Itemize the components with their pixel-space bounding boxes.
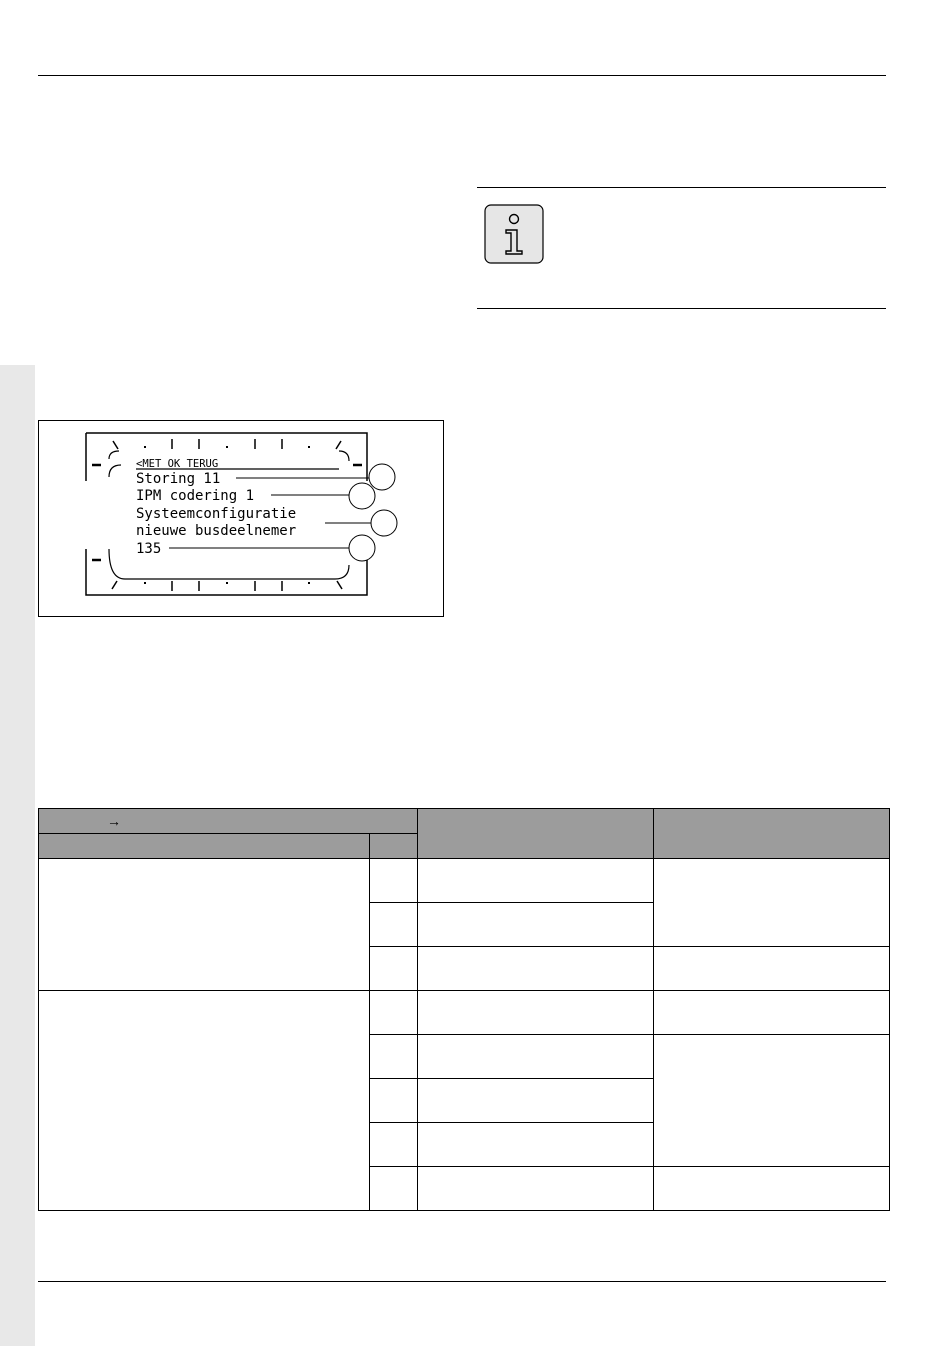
display-line-ipm: IPM codering 1 (136, 488, 255, 504)
table-cell (370, 1079, 418, 1123)
display-line-fault: Storing 11 (136, 471, 221, 487)
table-cell (418, 1167, 654, 1211)
table-subheader-cell-1 (39, 834, 370, 859)
table-cell (370, 991, 418, 1035)
table-subheader-cell-2 (370, 834, 418, 859)
table-cell (370, 859, 418, 903)
table-cell (654, 1167, 890, 1211)
table-header-cell-2 (418, 809, 654, 859)
display-header: <MET OK TERUG (136, 458, 219, 470)
display-line-code: 135 (136, 541, 162, 557)
table-cell (418, 947, 654, 991)
header-rule (38, 75, 886, 76)
table-row (39, 859, 890, 903)
callout-circle-2 (349, 483, 375, 509)
callout-circle-4 (349, 535, 375, 561)
table-row (39, 991, 890, 1035)
display-line-bus: nieuwe busdeelnemer (136, 523, 297, 539)
table-cell (418, 1123, 654, 1167)
table-cell (654, 991, 890, 1035)
callout-circle-3 (371, 510, 397, 536)
table-cell (370, 903, 418, 947)
table-cell (418, 991, 654, 1035)
table-header-cell-3 (654, 809, 890, 859)
display-line-config: Systeemconfiguratie (136, 506, 297, 522)
table-cell (370, 947, 418, 991)
table-cell (418, 1035, 654, 1079)
fault-table (38, 808, 890, 1211)
table-header-cell-1 (39, 809, 418, 834)
display-figure (38, 420, 444, 617)
footer-rule (38, 1281, 886, 1282)
table-cell (654, 859, 890, 947)
table-cell (418, 903, 654, 947)
table-cell (418, 1079, 654, 1123)
table-header-row (39, 809, 890, 834)
callout-circle-1 (369, 464, 395, 490)
side-margin-band (0, 365, 35, 1346)
table-cell (418, 859, 654, 903)
table-cell (654, 1035, 890, 1167)
arrow-right-icon: → (107, 813, 121, 829)
info-icon (484, 204, 544, 264)
table-cell (654, 947, 890, 991)
info-note (477, 187, 886, 309)
table-cell (370, 1035, 418, 1079)
table-cell (39, 859, 370, 991)
table-cell (39, 991, 370, 1211)
table-cell (370, 1123, 418, 1167)
table-cell (370, 1167, 418, 1211)
